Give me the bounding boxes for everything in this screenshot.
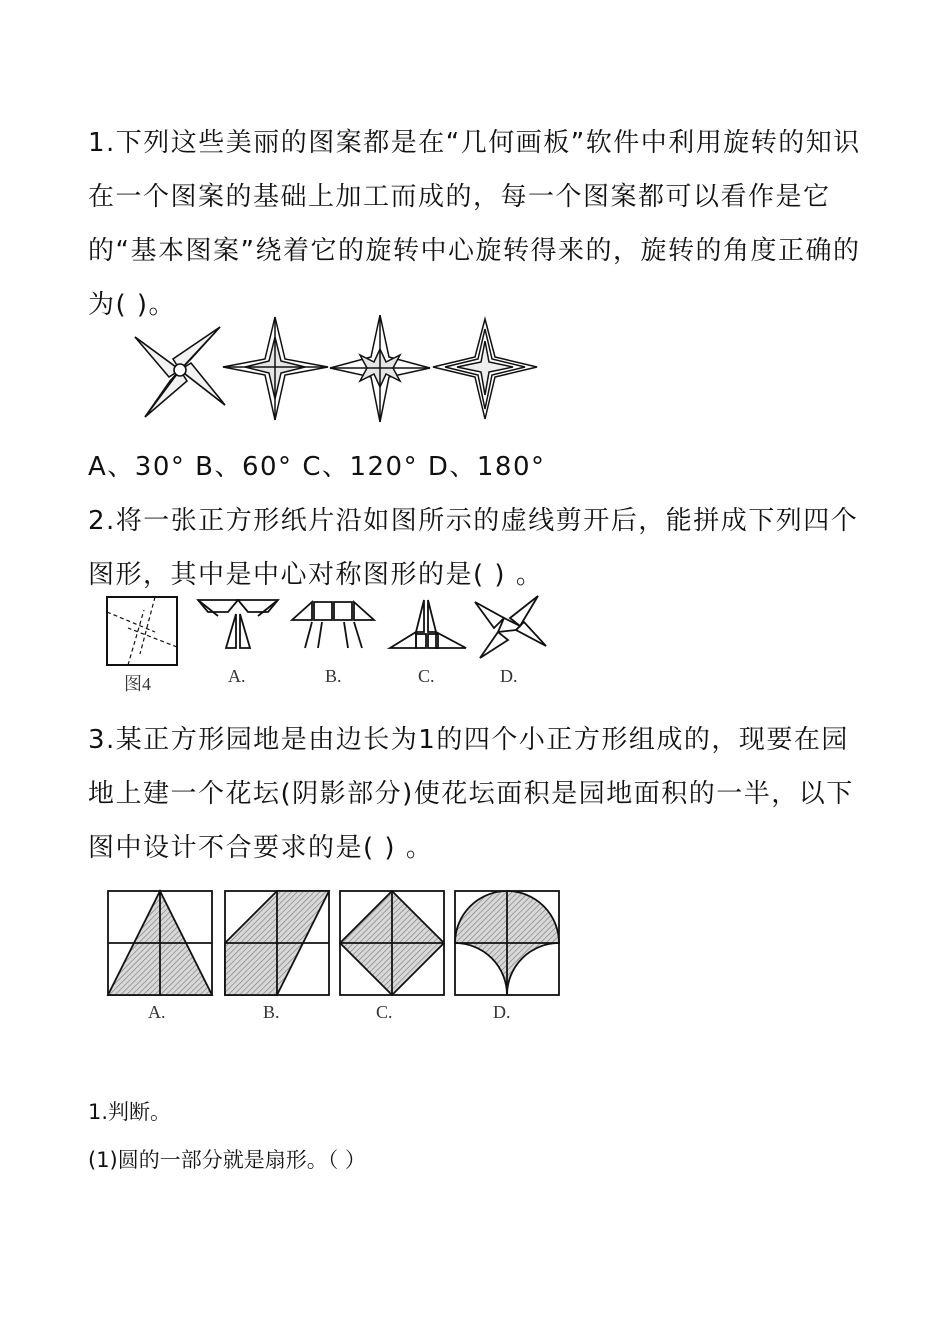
- design-d: [455, 891, 559, 995]
- rotation-patterns-figure: [125, 315, 545, 427]
- q2-label-b: B.: [325, 666, 342, 686]
- judge-title: 1.判断。: [88, 1100, 172, 1124]
- q2-label-a: A.: [228, 666, 246, 686]
- flower-bed-designs-figure: [100, 885, 570, 1030]
- question-1-options: A、30° B、60° C、120° D、180°: [88, 452, 546, 482]
- four-point-star-pattern: [223, 317, 328, 420]
- pinwheel-pattern: [135, 327, 225, 417]
- figure-4-caption: 图4: [124, 674, 151, 692]
- cut-square-figure: [107, 597, 177, 665]
- question-2-text: 2.将一张正方形纸片沿如图所示的虚线剪开后，能拼成下列四个图形，其中是中心对称图形的是( ) 。: [88, 506, 859, 590]
- design-c: [340, 891, 444, 995]
- q2-label-d: D.: [500, 666, 518, 686]
- q3-label-d: D.: [493, 1002, 511, 1022]
- option-c-shape: [390, 600, 466, 648]
- q3-label-b: B.: [263, 1002, 280, 1022]
- eight-point-star-pattern: [330, 315, 430, 422]
- design-b: [225, 891, 329, 995]
- design-a: [108, 891, 212, 995]
- q3-label-a: A.: [148, 1002, 166, 1022]
- option-d-shape: [475, 596, 546, 658]
- option-b-shape: [292, 602, 374, 648]
- q3-label-c: C.: [376, 1002, 393, 1022]
- paper-cut-figure: [100, 592, 560, 692]
- question-1-text: 1.下列这些美丽的图案都是在“几何画板”软件中利用旋转的知识在一个图案的基础上加工而成的，每一个图案都可以看作是它的“基本图案”绕着它的旋转中心旋转得来的，旋转的角度正确的为( )。: [88, 128, 861, 320]
- judge-item-1: (1)圆的一部分就是扇形。（ ）: [88, 1148, 366, 1172]
- q2-label-c: C.: [418, 666, 435, 686]
- double-outline-star-pattern: [433, 319, 537, 419]
- question-3-text: 3.某正方形园地是由边长为1的四个小正方形组成的，现要在园地上建一个花坛(阴影部分)使花坛面积是园地面积的一半，以下图中设计不合要求的是( ) 。: [88, 725, 854, 863]
- option-a-shape: [198, 600, 278, 648]
